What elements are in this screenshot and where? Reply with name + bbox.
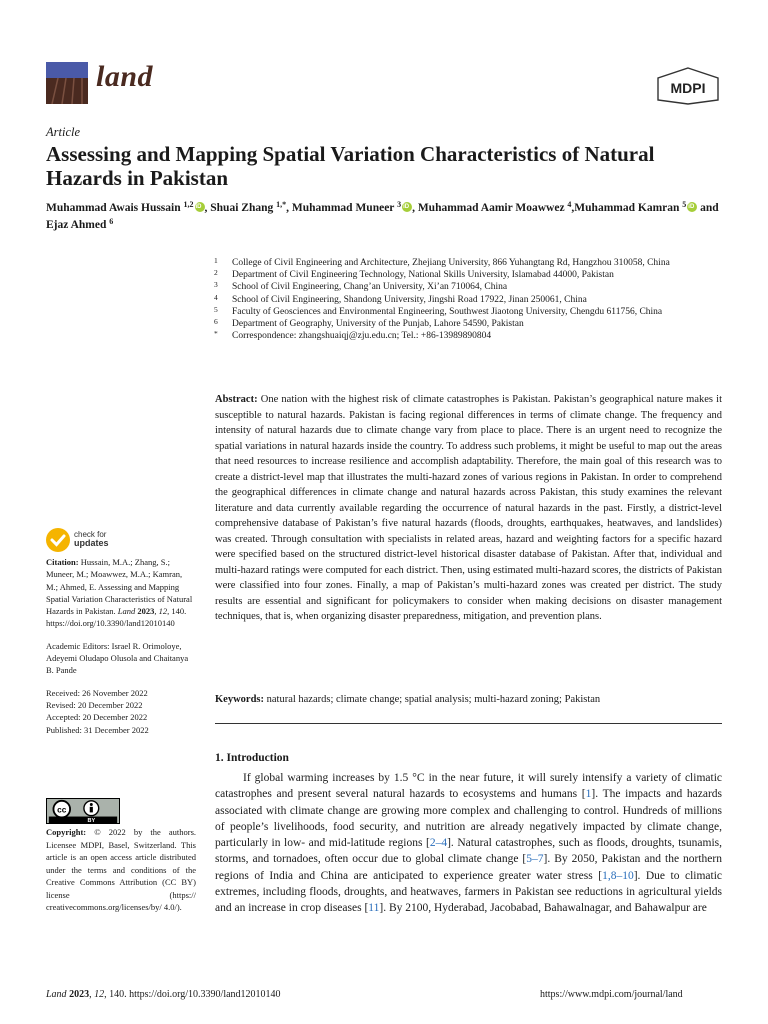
- mdpi-logo-icon[interactable]: [652, 66, 724, 106]
- footer-doi[interactable]: , 140. https://doi.org/10.3390/land12010140: [104, 989, 281, 1000]
- affiliation-text: School of Civil Engineering, Chang’an University, Xi’an 710064, China: [232, 282, 508, 293]
- keywords-text: natural hazards; climate change; spatial analysis; multi-hazard zoning; Pakistan: [266, 694, 601, 705]
- orcid-icon[interactable]: [402, 202, 412, 212]
- citation-doi[interactable]: , 140. https://doi.org/10.3390/land12010140: [46, 606, 187, 629]
- keywords: [215, 692, 722, 707]
- journal-logo-icon: [46, 62, 88, 104]
- author-affiliation-sup: 1,2: [183, 200, 194, 209]
- mdpi-logo-text: MDPI: [670, 80, 706, 96]
- affiliation-text: School of Civil Engineering, Shandong University, Jingshi Road 17922, Jinan 250061, China: [232, 294, 587, 305]
- intro-text-segment: If global warming increases by 1.5 °C in the near future, it will surely intensify a variety of climatic catastrophes and present several natural hazards to ecosystems and humans [: [215, 772, 722, 801]
- citation-link[interactable]: 2–4: [429, 837, 448, 850]
- affiliation-item: [214, 281, 724, 293]
- check-for-updates-button[interactable]: [46, 528, 126, 552]
- citation-volume: 12: [158, 606, 168, 617]
- citation-year: 2023: [137, 606, 155, 617]
- copyright-text: © 2022 by the authors. Licensee MDPI, Basel, Switzerland. This article is an open access article distributed under the terms and conditions of the Creative Commons Attribution (CC BY) license (https:// creativecommons.org/licenses/by/ 4.0/).: [46, 827, 196, 912]
- academic-editors: Academic Editors: Israel R. Orimoloye, Adeyemi Oludapo Olusola and Chaitanya B. Pande: [46, 640, 189, 676]
- affiliation-number: 2: [214, 268, 218, 278]
- copyright-notice: [46, 826, 196, 914]
- author-affiliation-sup: 4: [567, 200, 572, 209]
- intro-text-segment: ]. Due to climatic extremes, including floods, droughts, and heatwaves, farmers in Pakistan see reductions in agricultural yields and an increase in crop diseases [: [215, 869, 722, 915]
- author-name[interactable]: Muhammad Awais Hussain: [46, 202, 181, 214]
- author-list: Muhammad Awais Hussain $^{1,2}$iD , Shuai Zhang $^{1,*}$, Muhammad Muneer $^3$iD , Muhammad Aamir Moawwez $^4$,Muhammad Kamran $^5$iD and Ejaz Ahmed $^6$: [46, 200, 736, 234]
- svg-text:cc: cc: [57, 804, 67, 815]
- author-name[interactable]: Muhammad Kamran: [574, 202, 680, 214]
- affiliation-number: 4: [214, 292, 218, 302]
- cc-by-label: BY: [87, 818, 96, 824]
- date-published: Published: 31 December 2022: [46, 724, 149, 735]
- intro-text-segment: ]. By 2100, Hyderabad, Jacobabad, Bahawalnagar, and Bahawalpur are: [379, 902, 707, 915]
- date-accepted: Accepted: 20 December 2022: [46, 712, 148, 723]
- author-affiliation-sup: 3: [397, 200, 402, 209]
- article-sidebar: [46, 556, 196, 746]
- intro-paragraph: [215, 770, 722, 917]
- author-affiliation-sup: 6: [109, 217, 114, 226]
- intro-text-segment: ]. Natural catastrophes, such as floods, droughts, tsunamis, storms, and tornadoes, often occur due to global climate change [: [215, 837, 722, 866]
- check-updates-line1: check for: [74, 530, 107, 539]
- journal-name: land: [96, 60, 154, 93]
- author-affiliation-sup: 1,*: [276, 200, 287, 209]
- check-updates-icon: [46, 528, 70, 552]
- affiliation-number: *: [214, 329, 218, 339]
- intro-text-segment: ]. The impacts and hazards associated with climate change are growing more complex and challenging to control. Hundreds of millions of people’s livelihoods, food security, and nutrition are already negatively impacted by climate change, particularly in low- and mid-latitude regions [: [215, 788, 722, 850]
- affiliation-text: Faculty of Geosciences and Environmental Engineering, Southwest Jiaotong University, Chengdu 611756, China: [232, 306, 663, 317]
- affiliation-item: [214, 294, 724, 306]
- citation-link[interactable]: 5–7: [526, 853, 544, 866]
- author-affiliation-sup: 5: [682, 200, 687, 209]
- orcid-icon[interactable]: [687, 202, 697, 212]
- citation-label: Citation:: [46, 557, 79, 567]
- author-name[interactable]: Muhammad Aamir Moawwez: [417, 202, 565, 214]
- affiliation-number: 3: [214, 280, 218, 290]
- footer-citation: Land 2023, 12, 140. https://doi.org/10.3390/land12010140: [46, 989, 281, 1000]
- affiliation-number: 5: [214, 304, 218, 314]
- affiliation-list: [214, 257, 724, 342]
- citation-journal: Land: [117, 606, 136, 617]
- intro-text-segment: ]. By 2050, Pakistan and the northern regions of India and China are anticipated to experience greater water stress [: [215, 853, 722, 882]
- citation-link[interactable]: 1,8–10: [602, 869, 634, 882]
- citation: Citation: Hussain, M.A.; Zhang, S.; Muneer, M.; Moawwez, M.A.; Kamran, M.; Ahmed, E. Assessing and Mapping Spatial Variation Characteristics of Natural Hazards in Pakistan. Land 2023, 12, 140. https://doi.org/10.3390/land12010140: [46, 557, 193, 629]
- affiliation-number: 6: [214, 317, 218, 327]
- date-received: Received: 26 November 2022: [46, 687, 148, 698]
- citation-link[interactable]: 11: [368, 902, 380, 915]
- section-divider: [215, 723, 722, 724]
- affiliation-item: [214, 330, 724, 342]
- author-name[interactable]: Ejaz Ahmed: [46, 219, 107, 231]
- affiliation-item: [214, 306, 724, 318]
- citation-link[interactable]: 1: [585, 788, 592, 801]
- author-name[interactable]: Muhammad Muneer: [291, 202, 395, 214]
- affiliation-item: [214, 269, 724, 281]
- affiliation-text: Department of Geography, University of the Punjab, Lahore 54590, Pakistan: [232, 319, 524, 330]
- section-heading: 1. Introduction: [215, 752, 289, 764]
- citation-text: Hussain, M.A.; Zhang, S.; Muneer, M.; Moawwez, M.A.; Kamran, M.; Ahmed, E. Assessing and Mapping Spatial Variation Characteristics of Natural Hazards in Pakistan.: [46, 557, 193, 617]
- author-name[interactable]: Shuai Zhang: [210, 202, 274, 214]
- orcid-icon[interactable]: [195, 202, 205, 212]
- keywords-label: Keywords:: [215, 694, 264, 705]
- dates: [46, 687, 196, 736]
- affiliation-item: [214, 257, 724, 269]
- affiliation-text: Department of Civil Engineering Technology, National Skills University, Islamabad 44000, Pakistan: [232, 270, 614, 281]
- affiliation-number: 1: [214, 256, 218, 265]
- affiliation-text: Correspondence: zhangshuaiqj@zju.edu.cn; Tel.: +86-13989890804: [232, 331, 492, 342]
- check-updates-line2: updates: [74, 538, 109, 548]
- affiliation-item: [214, 318, 724, 330]
- abstract-label: Abstract:: [215, 394, 258, 405]
- date-revised: Revised: 20 December 2022: [46, 699, 143, 710]
- abstract-text: One nation with the highest risk of climate catastrophes is Pakistan. Pakistan’s geographical nature makes it susceptible to natural hazards. Pakistan is facing regional differences in terms of climate change. The frequency and intensity of natural hazards due to climate change vary from place to place. There is an urgent need to recognize the spatial variations in natural hazards inside the country. To address such problems, it might be useful to map out the areas that need resources to increase resilience and accomplish adaptability. Therefore, the main goal of this research was to create a district-level map that illustrates the multi-hazard zones of various regions in Pakistan. In order to comprehend the geographical differences in climate change and natural hazards across Pakistan, this study examines the relevant literature and data currently available regarding the occurrence of natural hazards in the past. Firstly, a district-level comprehensive database of Pakistan’s five natural hazards (floods, droughts, earthquakes, heatwaves, and landslides) was created. Through consultation with specialists in related areas, hazard and weighting factors for a specific hazard were specified based on the structured district-level historical disaster database of Pakistan. After that, individual and multi-hazard ratings were computed for each district. Then, using estimated multi-hazard scores, the districts of Pakistan were classified into four zones. Finally, a map of Pakistan’s multi-hazard zones was created per district. The study results are essential and significant for policymakers to consider when making decisions on disaster management techniques, that is, when organizing disaster preparedness, mitigation, and prevention plans.: [215, 394, 723, 622]
- affiliation-text: College of Civil Engineering and Architecture, Zhejiang University, 866 Yuhangtang Rd, Hangzhou 310058, China: [232, 258, 670, 268]
- article-type: Article: [46, 125, 81, 139]
- copyright-label: Copyright:: [46, 827, 87, 837]
- cc-by-license-icon[interactable]: [46, 798, 120, 824]
- footer-journal-url[interactable]: https://www.mdpi.com/journal/land: [540, 989, 683, 1000]
- article-title: Assessing and Mapping Spatial Variation Characteristics of Natural Hazards in Pakistan: [46, 142, 655, 190]
- abstract: [215, 392, 722, 625]
